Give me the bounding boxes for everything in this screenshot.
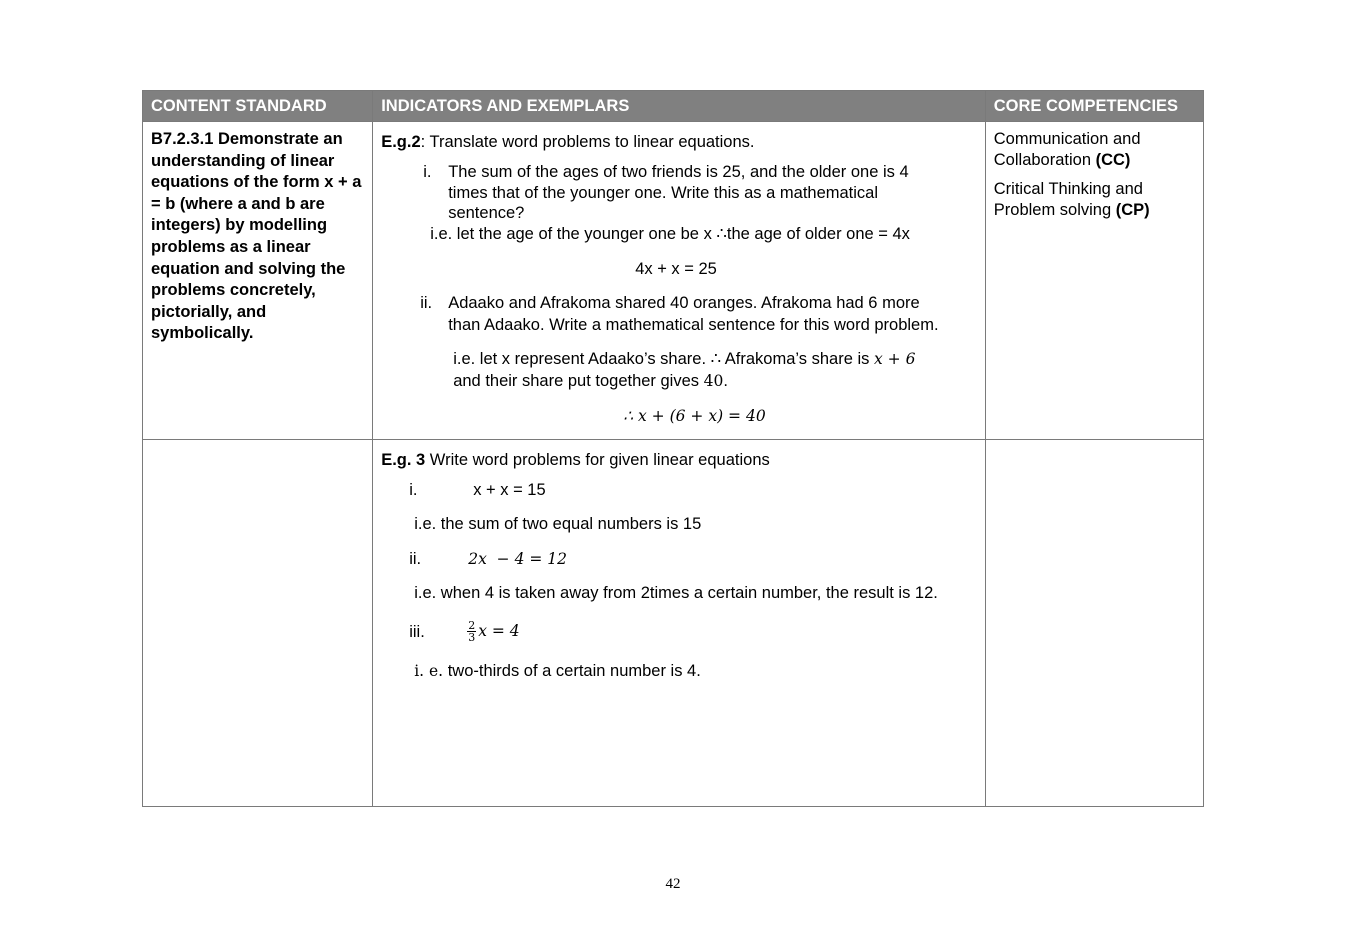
example-text: Write word problems for given linear equations xyxy=(425,451,770,469)
equation: 2x − 4 = 12 xyxy=(468,550,568,568)
content-standard-text: B7.2.3.1 Demonstrate an understanding of linear equations of the form x + a = b (where a and b are integers) by modelling problems as a linear equation and solving the problems concretely, pictorially, and symbolically. xyxy=(151,130,362,343)
header-content-standard: CONTENT STANDARD xyxy=(143,91,373,122)
competency-cp: Critical Thinking and Problem solving (CP) xyxy=(993,180,1150,219)
item-text-line: sentence? xyxy=(448,204,525,222)
indicators-cell xyxy=(373,440,986,807)
item-text-line: The sum of the ages of two friends is 25, and the older one is 4 xyxy=(448,163,909,181)
item-text-line: times that of the younger one. Write this as a mathematical xyxy=(448,184,879,202)
header-indicators: INDICATORS AND EXEMPLARS xyxy=(373,91,986,122)
equation: x + x = 15 xyxy=(473,481,546,499)
item-marker: i. xyxy=(423,163,432,181)
item-marker: ii. xyxy=(409,550,422,568)
page-number: 42 xyxy=(665,876,681,892)
example-label: E.g. 3 xyxy=(381,451,426,469)
example-heading xyxy=(381,132,754,153)
equation: $\frac{2}{3}$ x = 4 xyxy=(468,619,520,645)
table-header-row xyxy=(143,91,1204,122)
table-row xyxy=(143,122,1204,440)
item-marker: ii. xyxy=(420,294,433,312)
item-explanation: i.e. the sum of two equal numbers is 15 xyxy=(414,515,702,533)
indicators-cell xyxy=(373,122,986,440)
core-competencies-cell xyxy=(985,122,1203,440)
item-explanation: i.e. let the age of the younger one be x ∴the age of older one = 4x xyxy=(430,225,910,243)
item-marker: i. xyxy=(409,481,418,499)
content-standard-cell xyxy=(143,440,373,807)
item-explanation: i.e. when 4 is taken away from 2times a certain number, the result is 12. xyxy=(414,584,938,602)
example-heading xyxy=(381,450,770,471)
equation: 4x + x = 25 xyxy=(635,260,717,278)
fraction: $\frac{2}{3}$ xyxy=(468,619,476,645)
content-standard-cell xyxy=(143,122,373,440)
example-label: E.g.2 xyxy=(381,133,421,151)
core-competencies-cell xyxy=(985,440,1203,807)
equation: ∴ x + (6 + x) = 40 xyxy=(623,407,766,425)
item-explanation: i. e. two-thirds of a certain number is 4. xyxy=(414,662,701,680)
item-text-line: Adaako and Afrakoma shared 40 oranges. Afrakoma had 6 more xyxy=(448,294,920,312)
item-explanation: i.e. let x represent Adaako’s share. ∴ Afrakoma’s share is x + 6 xyxy=(453,350,916,368)
header-core-competencies: CORE COMPETENCIES xyxy=(985,91,1203,122)
item-explanation: and their share put together gives 40. xyxy=(453,372,728,390)
curriculum-table xyxy=(142,90,1204,807)
competency-cc: Communication and Collaboration (CC) xyxy=(993,130,1141,169)
item-marker: iii. xyxy=(409,623,425,641)
table-row xyxy=(143,440,1204,807)
item-text-line: than Adaako. Write a mathematical sentence for this word problem. xyxy=(448,316,939,334)
example-text: : Translate word problems to linear equations. xyxy=(420,133,755,151)
